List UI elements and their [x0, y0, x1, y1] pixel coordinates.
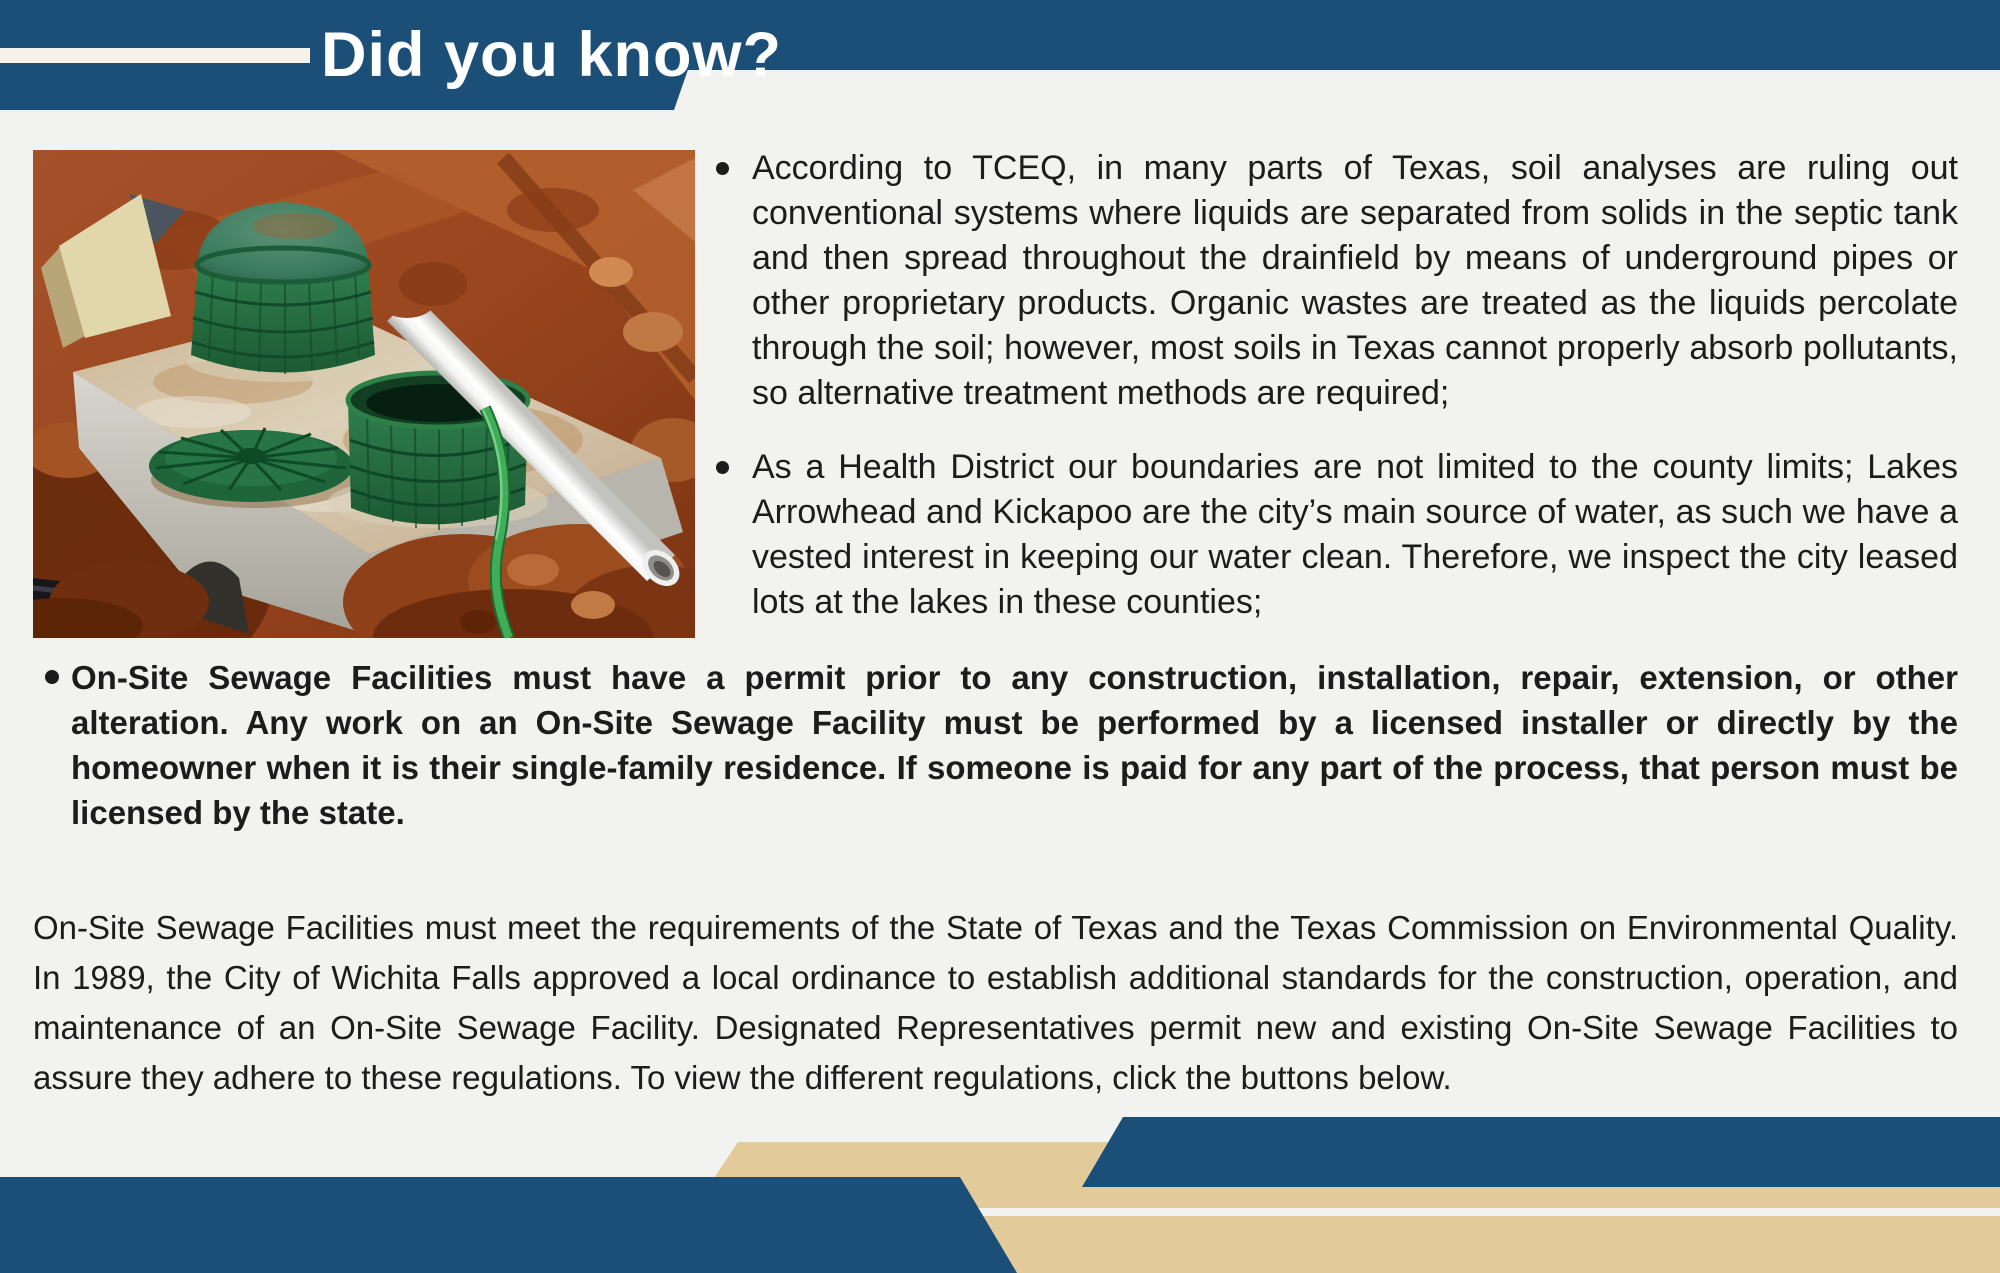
blue-band-left [0, 1177, 1017, 1273]
list-item [700, 146, 1958, 416]
bottom-decoration [0, 1100, 2000, 1273]
list-item [700, 445, 1958, 625]
septic-photo-illustration [33, 150, 695, 638]
septic-installation-photo [33, 150, 695, 638]
bullet-text-tceq: According to TCEQ, in many parts of Texas, soil analyses are ruling out conventional systems where liquids are separated from solids in the septic tank and then spread throughout the drainfield by means of underground pipes or other proprietary products. Organic wastes are treated as the liquids percolate through the soil; however, most soils in Texas cannot properly absorb pollutants, so alternative treatment methods are required; [752, 149, 1958, 412]
bullet-dot [45, 670, 59, 684]
page-title: Did you know? [321, 20, 782, 90]
bullet-text-permit: On-Site Sewage Facilities must have a permit prior to any construction, installation, repair, extension, or other alteration. Any work on an On-Site Sewage Facility must be performed by a licensed installer or directly by the homeowner when it is their single-family residence. If someone is paid for any part of the process, that person must be licensed by the state. [71, 659, 1958, 831]
header-accent-line [0, 48, 310, 63]
bullet-dot [716, 461, 729, 474]
bullet-list [700, 146, 1958, 654]
bullet-text-health-district: As a Health District our boundaries are not limited to the county limits; Lakes Arrowhead and Kickapoo are the city’s main source of water, as such we have a vested interest in keeping our water clean. Therefore, we inspect the city leased lots at the lakes in these counties; [752, 448, 1958, 621]
tan-band-lower [955, 1216, 2000, 1273]
domed-riser [187, 202, 379, 382]
body-paragraph: On-Site Sewage Facilities must meet the requirements of the State of Texas and the Texas Commission on Environmental Quality. In 1989, the City of Wichita Falls approved a local ordinance to establish additional standards for the construction, operation, and maintenance of an On-Site Sewage Facility. Designated Representatives permit new and existing On-Site Sewage Facilities to assure they adhere to these regulations. To view the different regulations, click the buttons below. [33, 909, 1958, 1096]
bullet-dot [716, 162, 729, 175]
blue-band-right [1082, 1117, 2000, 1187]
list-item-bold [33, 655, 1958, 835]
